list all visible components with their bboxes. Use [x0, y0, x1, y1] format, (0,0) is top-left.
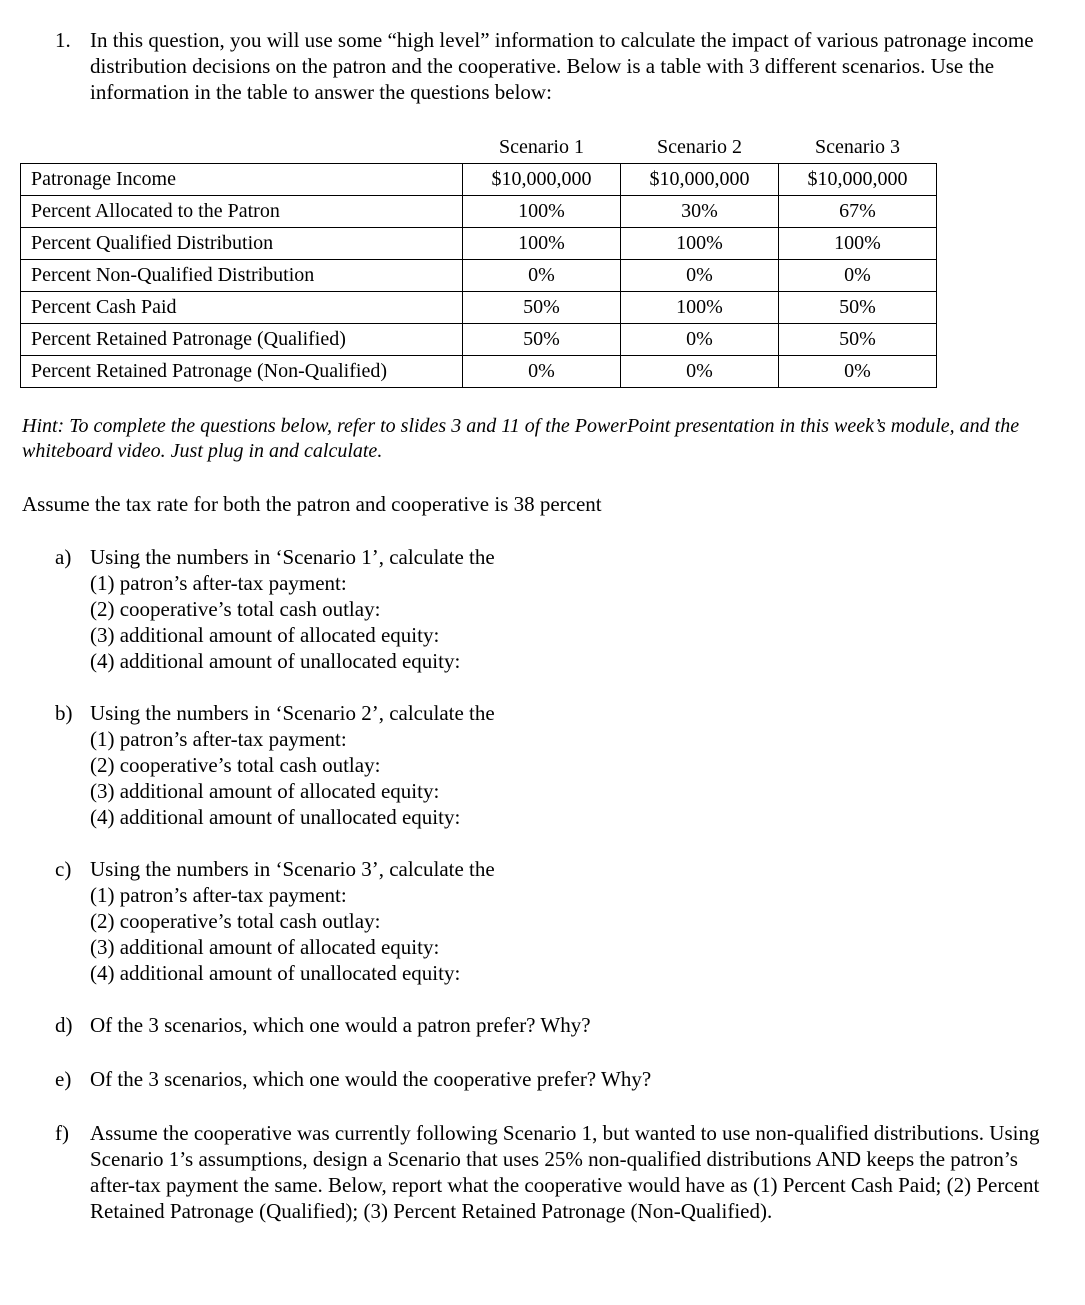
table-row	[21, 196, 937, 228]
cell-value: 67%	[779, 196, 937, 228]
cell-value: 30%	[621, 196, 779, 228]
cell-value: 0%	[621, 260, 779, 292]
question-number: 1.	[55, 28, 71, 52]
part-line: (3) additional amount of allocated equity:	[90, 623, 440, 647]
tax-assumption: Assume the tax rate for both the patron and cooperative is 38 percent	[22, 492, 602, 516]
cell-value: 100%	[463, 228, 621, 260]
cell-value: 50%	[463, 324, 621, 356]
part-line: (1) patron’s after-tax payment:	[90, 571, 347, 595]
part-text: Assume the cooperative was currently following Scenario 1, but wanted to use non-qualified distributions. Using Scenario 1’s assumptions, design a Scenario that uses 25% non-qualified distributions AND keeps the patron’s after-tax payment the same. Below, report what the cooperative would have as (1) Percent Cash Paid; (2) Percent Retained Patronage (Qualified); (3) Percent Retained Patronage (Non-Qualified).	[90, 1121, 1040, 1223]
cell-value: 100%	[621, 228, 779, 260]
part-line: (1) patron’s after-tax payment:	[90, 727, 347, 751]
part-line: (4) additional amount of unallocated equity:	[90, 961, 461, 985]
part-b	[55, 700, 1055, 830]
table-row	[21, 356, 937, 388]
table-row	[21, 324, 937, 356]
cell-value: 100%	[779, 228, 937, 260]
table-header-row	[21, 132, 937, 164]
part-line: (3) additional amount of allocated equity:	[90, 779, 440, 803]
part-line: Using the numbers in ‘Scenario 1’, calculate the	[90, 545, 495, 569]
part-d	[55, 1012, 1055, 1038]
part-letter: a)	[55, 545, 72, 569]
part-line: (2) cooperative’s total cash outlay:	[90, 909, 381, 933]
cell-value: $10,000,000	[463, 164, 621, 196]
part-line: Using the numbers in ‘Scenario 2’, calculate the	[90, 701, 495, 725]
part-line: (4) additional amount of unallocated equity:	[90, 649, 461, 673]
cell-value: 50%	[779, 292, 937, 324]
part-text: Of the 3 scenarios, which one would a patron prefer? Why?	[90, 1013, 591, 1037]
header-scenario-2: Scenario 2	[657, 136, 742, 158]
cell-value: 0%	[463, 356, 621, 388]
part-line: Using the numbers in ‘Scenario 3’, calculate the	[90, 857, 495, 881]
part-letter: e)	[55, 1067, 72, 1091]
cell-value: 0%	[621, 324, 779, 356]
cell-value: 0%	[779, 356, 937, 388]
part-letter: f)	[55, 1121, 69, 1145]
header-scenario-3: Scenario 3	[815, 136, 900, 158]
part-letter: d)	[55, 1013, 73, 1037]
row-label: Percent Allocated to the Patron	[21, 196, 463, 228]
cell-value: $10,000,000	[779, 164, 937, 196]
header-blank	[21, 132, 463, 164]
cell-value: 0%	[779, 260, 937, 292]
part-letter: c)	[55, 857, 72, 881]
question-intro: In this question, you will use some “high level” information to calculate the impact of various patronage income distribution decisions on the patron and the cooperative. Below is a table with 3 different scenarios. Use the information in the table to answer the questions below:	[90, 28, 1034, 104]
header-scenario-1: Scenario 1	[499, 136, 584, 158]
scenario-table	[20, 132, 937, 388]
cell-value: 0%	[621, 356, 779, 388]
hint-text: Hint: To complete the questions below, refer to slides 3 and 11 of the PowerPoint presentation in this week’s module, and the whiteboard video. Just plug in and calculate.	[22, 415, 1020, 462]
part-line: (4) additional amount of unallocated equity:	[90, 805, 461, 829]
part-text: Of the 3 scenarios, which one would the cooperative prefer? Why?	[90, 1067, 652, 1091]
part-c	[55, 856, 1055, 986]
table-row	[21, 292, 937, 324]
cell-value: 50%	[779, 324, 937, 356]
part-line: (3) additional amount of allocated equity:	[90, 935, 440, 959]
cell-value: 100%	[621, 292, 779, 324]
cell-value: $10,000,000	[621, 164, 779, 196]
table-row	[21, 260, 937, 292]
row-label: Percent Non-Qualified Distribution	[21, 260, 463, 292]
row-label: Patronage Income	[21, 164, 463, 196]
row-label: Percent Retained Patronage (Non-Qualified)	[21, 356, 463, 388]
part-line: (2) cooperative’s total cash outlay:	[90, 753, 381, 777]
cell-value: 100%	[463, 196, 621, 228]
part-f	[55, 1120, 1040, 1224]
part-letter: b)	[55, 701, 73, 725]
row-label: Percent Cash Paid	[21, 292, 463, 324]
table-row	[21, 164, 937, 196]
cell-value: 0%	[463, 260, 621, 292]
row-label: Percent Retained Patronage (Qualified)	[21, 324, 463, 356]
cell-value: 50%	[463, 292, 621, 324]
part-line: (2) cooperative’s total cash outlay:	[90, 597, 381, 621]
question-1	[55, 27, 1055, 105]
table-row	[21, 228, 937, 260]
part-line: (1) patron’s after-tax payment:	[90, 883, 347, 907]
part-a	[55, 544, 1055, 674]
part-e	[55, 1066, 1055, 1092]
row-label: Percent Qualified Distribution	[21, 228, 463, 260]
